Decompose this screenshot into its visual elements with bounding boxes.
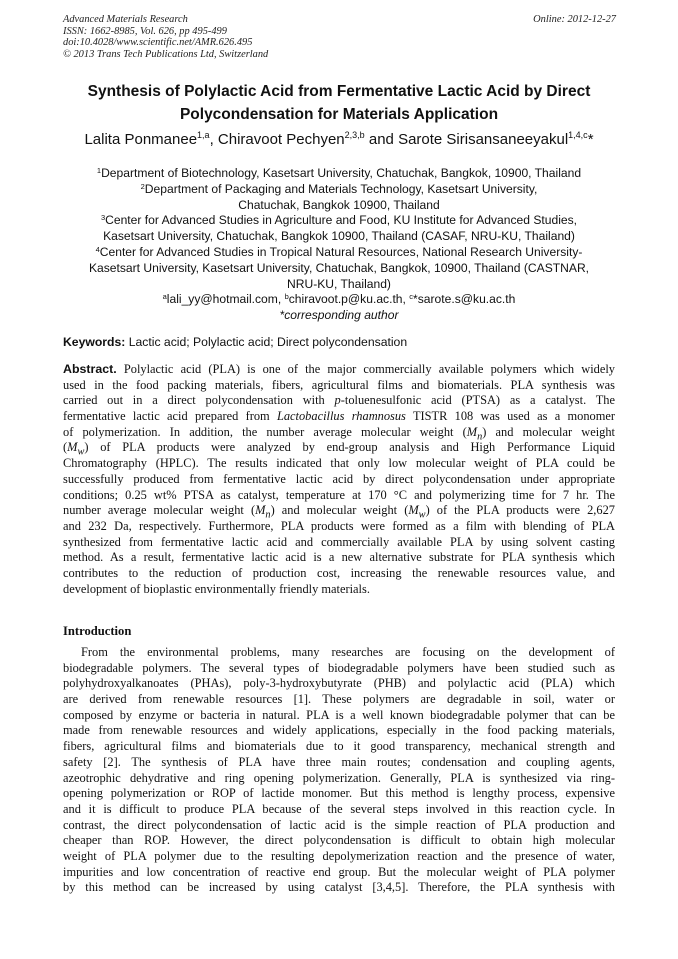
email-line <box>55 292 623 308</box>
introduction-heading: Introduction <box>63 624 132 638</box>
affiliation-3 <box>55 213 623 229</box>
author-3-affil: 1,4,c <box>568 130 588 140</box>
email-marker: a <box>162 292 167 302</box>
abstract-text: -toluenesulfonic acid (PTSA) as a catalyst. The <box>340 393 615 408</box>
affiliation-marker: 4 <box>95 244 100 254</box>
abstract-text: ( <box>63 440 68 455</box>
abstract-line: synthesized from fermentative lactic acid and commercially available PLA by using solvent casting <box>63 534 615 549</box>
abstract-text: carried out in a direct polycondensation with <box>63 393 335 408</box>
abstract-italic: M <box>466 424 478 439</box>
abstract-subscript: n <box>265 509 271 519</box>
affiliation-marker: 2 <box>140 181 145 191</box>
abstract-italic: M <box>255 503 266 518</box>
online-date: Online: 2012-12-27 <box>533 14 616 25</box>
intro-line: From the environmental problems, many researches are focusing on the development of <box>81 645 615 659</box>
abstract-line: Chromatography (HPLC). The results indicated that only low molecular weight of PLA could be <box>63 456 615 471</box>
journal-name: Advanced Materials Research <box>63 14 188 25</box>
affiliation-2-cont: Chatuchak, Bangkok 10900, Thailand <box>238 197 440 212</box>
intro-line: by this method can be increased by using catalyst [3,4,5]. Therefore, the PLA synthesis with <box>63 880 615 895</box>
title-line-2: Polycondensation for Materials Application <box>179 106 499 123</box>
affiliation-text: Center for Advanced Studies in Agriculture and Food, KU Institute for Advanced Studies, <box>105 213 578 228</box>
affiliation-text: Center for Advanced Studies in Tropical Natural Resources, National Research University- <box>99 244 583 259</box>
abstract-text: Polylactic acid (PLA) is one of the major commercially available polymers which widely <box>116 362 615 376</box>
abstract-line <box>63 425 615 441</box>
abstract-line: successfully produced from fermentative lactic acid by direct polycondensation under appropriate <box>63 471 615 486</box>
affiliations <box>55 166 623 324</box>
intro-line: impurities and low concentration of reactive end group. But the molecular weight of PLA polymer <box>63 864 615 879</box>
email-marker: c <box>409 292 414 302</box>
intro-line: are derived from renewable resources [1]. These polymers are degradable in soil, water or <box>63 692 615 707</box>
abstract-line: contributes to the reduction of production cost, increasing the renewable resources value, and <box>63 565 615 580</box>
abstract-text: of polymerization. In addition, the number average molecular weight ( <box>63 424 467 439</box>
abstract-line <box>63 409 615 425</box>
affiliation-text: Department of Packaging and Materials Technology, Kasetsart University, <box>144 181 538 196</box>
title-line-1: Synthesis of Polylactic Acid from Fermentative Lactic Acid by Direct <box>87 83 591 100</box>
intro-line: made from renewable resources and widely applications, especially in the food packing materials, <box>63 723 615 738</box>
abstract-italic: Lactobacillus rhamnosus <box>276 409 406 424</box>
author-3: Sarote Sirisansaneeyakul <box>398 131 569 148</box>
abstract-text: number average molecular weight ( <box>63 503 256 518</box>
affiliation-marker: 3 <box>100 213 106 223</box>
intro-line: weight of PLA polymer due to the resulting depolymerization reaction and the presence of water, <box>63 848 615 863</box>
intro-line: opening polymerization or ROP of lactide monomer. But this method is lengthy process, expensive <box>63 786 615 801</box>
author-1-affil: 1,a <box>197 130 210 140</box>
affiliation-4-cont: Kasetsart University, Kasetsart University, Chatuchak, Bangkok, 10900, Thailand (CASTNAR, <box>88 260 590 275</box>
intro-line: cheaper than ROP. However, the direct polycondensation is difficult to obtain high molecular <box>63 833 615 848</box>
email-2[interactable]: chiravoot.p@ku.ac.th, <box>288 292 410 307</box>
author-list <box>40 131 638 149</box>
abstract-subscript: w <box>418 509 426 519</box>
intro-line: azeotrophic dehydrative and ring opening polymerization. Generally, PLA is synthesized via ring- <box>63 770 615 785</box>
affiliation-2 <box>55 182 623 198</box>
author-separator: and <box>364 131 399 148</box>
affiliation-1 <box>55 166 623 182</box>
abstract-text: ) and molecular weight ( <box>270 503 409 518</box>
abstract-text: ) and molecular weight <box>482 424 615 439</box>
email-1[interactable]: lali_yy@hotmail.com, <box>166 292 285 307</box>
abstract-line <box>63 362 615 378</box>
affiliation-text: Department of Biotechnology, Kasetsart University, Chatuchak, Bangkok, 10900, Thailand <box>101 166 582 180</box>
abstract-line <box>63 503 615 519</box>
abstract-text: fermentative lactic acid prepared from <box>63 409 277 424</box>
email-3[interactable]: *sarote.s@ku.ac.th <box>413 292 516 307</box>
affiliation-4-cont-2: NRU-KU, Thailand) <box>287 276 391 291</box>
abstract-line: used in the food packing materials, fibers, agricultural films and biomaterials. PLA synthesis was <box>63 377 615 392</box>
affiliation-4 <box>55 245 623 261</box>
abstract-line <box>63 393 615 409</box>
abstract-line: conditions; 0.25 wt% PTSA as catalyst, temperature at 170 °C and polymerizing time for 7 hr. The <box>63 487 615 502</box>
abstract-line: method. As a result, fermentative lactic acid is a new alternative substrate for PLA synthesis which <box>63 550 615 565</box>
abstract-text: ) of the PLA products were 2,627 <box>425 503 615 518</box>
issn-line: ISSN: 1662-8985, Vol. 626, pp 495-499 <box>63 25 227 37</box>
intro-line: polyhydroxyalkanoates (PHAs), poly-3-hydroxybutyrate (PHB) and polylactic acid (PLA) which <box>63 676 615 691</box>
corresponding-star: * <box>587 131 594 148</box>
keywords-text: Lactic acid; Polylactic acid; Direct polycondensation <box>125 335 408 349</box>
affiliation-marker: 1 <box>96 166 102 175</box>
abstract-text: ) of PLA products were analyzed by end-group analysis and High Performance Liquid <box>84 440 615 455</box>
intro-line: safety [2]. The synthesis of PLA have three main routes; condensation and coupling agents, <box>63 754 615 769</box>
copyright-line: © 2013 Trans Tech Publications Ltd, Switzerland <box>63 48 269 60</box>
intro-line: composed by enzyme or bacteria in natural. PLA is a well known biodegradable polymer that can be <box>63 707 615 722</box>
paper-title <box>62 80 616 126</box>
abstract-label: Abstract. <box>63 362 117 376</box>
keywords-label: Keywords: <box>63 335 126 349</box>
intro-line: fibers, agricultural films and biomaterials due to it good transparency, mechanical strength and <box>63 739 615 754</box>
email-marker: b <box>284 292 289 302</box>
affiliation-3-cont: Kasetsart University, Chatuchak, Bangkok 10900, Thailand (CASAF, NRU-KU, Thailand) <box>103 229 575 244</box>
intro-line: and it is difficult to produce PLA because of the several steps involved in this reaction cycle. In <box>63 801 615 816</box>
doi-line: doi:10.4028/www.scientific.net/AMR.626.495 <box>63 37 253 49</box>
author-2-affil: 2,3,b <box>344 130 365 140</box>
keywords <box>63 335 616 350</box>
journal-header <box>63 14 616 60</box>
intro-line: contrast, the direct polycondensation of lactic acid is the simple reaction of PLA production and <box>63 817 615 832</box>
abstract-italic: M <box>67 440 78 455</box>
corresponding-author-note: *corresponding author <box>279 308 399 323</box>
abstract-italic: M <box>408 503 419 518</box>
author-separator: , <box>209 131 218 148</box>
introduction-body <box>63 645 615 896</box>
abstract-text: TISTR 108 was used as a monomer <box>405 409 615 424</box>
abstract-line: development of bioplastic environmentally friendly materials. <box>63 581 370 596</box>
abstract-line <box>63 440 615 456</box>
abstract-line: and 232 Da, respectively. Furthermore, PLA products were formed as a film with blending of PLA <box>63 518 615 533</box>
author-2: Chiravoot Pechyen <box>217 131 345 148</box>
abstract <box>63 362 615 597</box>
intro-line: biodegradable polymers. The several types of biodegradable polymers have been studied such as <box>63 660 615 675</box>
abstract-subscript: w <box>77 446 85 457</box>
author-1: Lalita Ponmanee <box>84 131 198 148</box>
abstract-subscript: n <box>477 431 483 441</box>
abstract-italic: p <box>334 393 341 408</box>
